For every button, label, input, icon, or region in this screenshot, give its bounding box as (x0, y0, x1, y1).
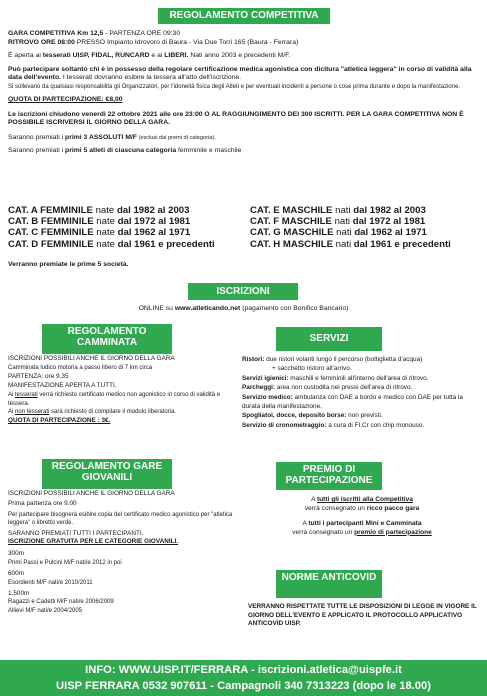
distance-300-cat: Primi Passi e Pulcini M/F nati/e 2012 in poi (8, 559, 122, 566)
camminata-line6 (8, 408, 236, 417)
online-post: (pagamento con Bonifico Bancario) (240, 305, 349, 312)
spogliatoi-label: Spogliatoi, docce, deposito borse: (242, 412, 347, 420)
cat-range: dal 1961 e precedenti (117, 238, 215, 250)
crono-label: Servizio di cronometraggio: (242, 421, 327, 429)
premio-section (242, 496, 482, 537)
cat-row (250, 205, 482, 216)
servizi-parcheggi (242, 383, 482, 392)
ritrovo-rest: PRESSO Impianto Idrovoro di Baura - Via Due Torri 165 (Baura - Ferrara) (74, 38, 299, 46)
iscrizioni-online (0, 305, 487, 314)
heading-regolamento-competitiva: REGOLAMENTO COMPETITIVA (158, 8, 330, 24)
cat-row (8, 239, 238, 250)
p3a: A (302, 520, 309, 528)
heading-premio-partecipazione: PREMIO DI PARTECIPAZIONE (276, 462, 382, 490)
p1b: tutti gli iscritti alla Competitiva (316, 496, 413, 503)
camminata-line3: PARTENZA: ore 9.35 (8, 372, 69, 380)
camminata-section (8, 355, 236, 426)
cat-range: dal 1972 al 1981 (352, 216, 426, 228)
cat-range: dal 1962 al 1971 (354, 227, 427, 239)
cat-mid: nati (333, 227, 355, 239)
cat-mid: nati (332, 238, 354, 250)
cat-mid: nate (93, 238, 118, 250)
distance-600-cat: Esordienti M/F nati/e 2010/2011 (8, 579, 93, 586)
giovanili-line4: SARANNO PREMIATI TUTTI I PARTECIPANTI. (8, 529, 144, 537)
quota-competitiva: QUOTA DI PARTECIPAZIONE: €8,00 (8, 95, 123, 103)
camminata-line5 (8, 391, 236, 409)
p1a: A (311, 496, 317, 503)
cat-name: CAT. C FEMMINILE (8, 227, 94, 239)
premiati-categoria (8, 147, 480, 156)
l6b: non tesserati (15, 409, 50, 416)
responsabilita-text: Si sollevano da qualsiasi responsabilità gli Organizzatori, per l'idoneità fisica degli Atleti e per eventuali incidenti a persone o cose prima durante e dopo la manifestazione. (8, 83, 461, 90)
ristori-text: due ristori volanti lungo il percorso (bottiglietta d'acqua) (264, 356, 423, 363)
medico-text: ambulanza con DAE a bordo e medico con DAE per tutta la durata della manifestazione. (242, 393, 463, 411)
cat-name: CAT. H MASCHILE (250, 238, 333, 250)
igienici-text: maschili e femminili all'interno dell'area di ritrovo. (288, 374, 429, 382)
p4a: verrà consegnato un (292, 528, 355, 536)
cat-mid: nate (93, 216, 118, 228)
certificazione-bold: Può partecipare soltanto chi è in possesso della regolare certificazione medica agonistica con dicitura "atletica leggera" in corso di validità alla data dell'evento. (8, 65, 472, 82)
distance-600: 600m (8, 570, 24, 578)
servizi-medico (242, 393, 482, 412)
premiati-assoluti-bold: primi 3 ASSOLUTI M/F (65, 133, 137, 141)
p2a: verrà consegnato un (304, 504, 367, 512)
premiati-cat-post: femminile e maschile (176, 147, 242, 155)
distance-1500-cat2: Allievi M/F nati/e 2004/2005 (8, 607, 83, 614)
societa-text: Verranno premiate le prime 5 società. (8, 261, 129, 268)
online-link[interactable]: www.atleticando.net (174, 305, 241, 312)
chiusura-text: Le iscrizioni chiudono venerdì 22 ottobre 2021 alle ore 23:00 O AL RAGGIUNGIMENTO DEI 300 ISCRITTI. PER LA GARA COMPETITIVA NON È POSSIBILE ISCRIVERSI IL GIORNO DELLA GARA. (8, 110, 464, 127)
online-pre: ONLINE su (138, 305, 175, 312)
cat-range: dal 1961 e precedenti (353, 238, 451, 250)
gara-label: GARA COMPETITIVA Km 12,5 (8, 30, 104, 37)
giovanili-line1: ISCRIZIONI POSSIBILI ANCHE IL GIORNO DELLA GARA (8, 490, 175, 497)
cat-range: dal 1962 al 1971 (117, 227, 191, 239)
p3b: tutti i partecipanti Mini e Camminata (308, 520, 422, 528)
servizi-crono (242, 421, 482, 430)
distance-300: 300m (8, 550, 24, 558)
aperta-line (8, 52, 480, 61)
heading-norme-anticovid: NORME ANTICOVID (276, 570, 382, 598)
premio-line3 (242, 520, 482, 529)
categorie-femminili (8, 205, 238, 250)
l6c: sarà richiesto di compilare il modulo liberatoria. (49, 409, 177, 416)
cat-row (250, 216, 482, 227)
distance-1500-cat: Ragazzi e Cadetti M/F nati/e 2006/2009 (8, 599, 114, 606)
premio-line4 (242, 529, 482, 538)
cat-range: dal 1982 al 2003 (353, 205, 426, 216)
parcheggi-label: Parcheggi: (242, 384, 276, 392)
footer-line1[interactable]: INFO: WWW.UISP.IT/FERRARA - iscrizioni.atletica@uispfe.it (85, 664, 402, 676)
gara-rest: - PARTENZA ORE 09:30 (103, 30, 181, 37)
gara-line (8, 30, 480, 39)
cat-row (250, 239, 482, 250)
servizi-igienici (242, 374, 482, 383)
parcheggi-text: area non custodita nei pressi dell'area di ritrovo. (275, 384, 413, 392)
ritrovo-line (8, 39, 480, 48)
heading-regolamento-camminata: REGOLAMENTO CAMMINATA (42, 324, 172, 354)
cat-name: CAT. E MASCHILE (250, 205, 333, 216)
cat-mid: nate (92, 205, 117, 216)
p2b: ricco pacco gara (366, 504, 420, 512)
l6a: Ai (8, 409, 16, 416)
premiati-cat-bold: primi 5 atleti di ciascuna categoria (65, 147, 177, 155)
certificazione-rest: I tesserati dovranno esibire la tessera all'atto dell'iscrizione. (61, 74, 242, 82)
competitiva-section (8, 30, 480, 156)
camminata-line1: ISCRIZIONI POSSIBILI ANCHE IL GIORNO DELLA GARA (8, 355, 175, 362)
premiati-cat-pre: Saranno premiati i (8, 147, 66, 155)
premiati-assoluti (8, 134, 480, 143)
cat-name: CAT. B FEMMINILE (8, 216, 94, 228)
aperta-bold2: LIBERI. (164, 52, 189, 60)
camminata-quota: QUOTA DI PARTECIPAZIONE : 3€. (8, 417, 111, 425)
giovanili-line3: Per partecipare bisognerà esibire copia del certificato medico agonistico per "atletica leggera" o libretto verde. (8, 511, 233, 527)
heading-servizi: SERVIZI (276, 327, 382, 351)
ristori-label: Ristori: (242, 356, 265, 363)
premio-line1 (242, 496, 482, 505)
servizi-spogliatoi (242, 411, 482, 420)
medico-label: Servizio medico: (242, 393, 293, 401)
cat-mid: nati (332, 205, 354, 216)
cat-row (250, 227, 482, 238)
footer-line2: UISP FERRARA 0532 907611 - Campagnoli 340 7313223 (dopo le 18.00) (56, 680, 431, 692)
ritrovo-label: RITROVO ORE 08:00 (8, 38, 75, 46)
aperta-bold: tesserati UISP, FIDAL, RUNCARD (42, 52, 150, 60)
servizi-section (242, 355, 482, 430)
distance-1500: 1.500m (8, 590, 30, 598)
cat-row (8, 216, 238, 227)
giovanili-line2: Prima partenza ore 9.00 (8, 500, 77, 508)
premiati-assoluti-small: (esclusi dai premi di categoria). (136, 134, 216, 141)
cat-row (8, 205, 238, 216)
crono-text: a cura di FI.Cr con chip monouso. (326, 421, 425, 429)
spogliatoi-text: non previsti. (346, 412, 383, 420)
cat-row (8, 227, 238, 238)
igienici-label: Servizi igienici: (242, 374, 289, 382)
p4b: premio di partecipazione (354, 528, 432, 536)
l5c: verrà richiesto certificato medico non agonistico in corso di validità e tessera. (8, 391, 221, 407)
certificazione-line (8, 66, 480, 83)
cat-name: CAT. F MASCHILE (250, 216, 332, 228)
premiati-assoluti-pre: Saranno premiati i (8, 133, 66, 141)
servizi-ristori2: + sacchetto ristoro all'arrivo. (272, 365, 352, 373)
servizi-ristori (242, 355, 482, 364)
giovanili-line5: ISCRIZIONE GRATUITA PER LE CATEGORIE GIOVANILI. (8, 538, 179, 546)
categorie-maschili (250, 205, 482, 250)
camminata-line2: Camminata ludico motoria a passo libero di 7 km circa (8, 364, 153, 371)
l5b: tesserati (15, 391, 38, 398)
aperta-post: Nati anno 2003 e precedenti M/F. (188, 52, 291, 60)
cat-name: CAT. A FEMMINILE (8, 205, 93, 216)
premio-line2 (242, 505, 482, 514)
cat-mid: nati (331, 216, 353, 228)
cat-name: CAT. D FEMMINILE (8, 238, 94, 250)
aperta-pre: È aperta ai (8, 52, 43, 60)
anticovid-text: VERRANNO RISPETTATE TUTTE LE DISPOSIZIONI DI LEGGE IN VIGORE IL GIORNO DELL'EVENTO E APPLICATO IL PROTOCOLLO APPLICATIVO ANTICOVID UISP. (248, 603, 477, 628)
camminata-line4: MANIFESTAZIONE APERTA A TUTTI. (8, 381, 117, 389)
heading-regolamento-gare-giovanili: REGOLAMENTO GARE GIOVANILI (42, 459, 172, 489)
heading-iscrizioni: ISCRIZIONI (188, 283, 298, 300)
cat-range: dal 1972 al 1981 (117, 216, 191, 228)
cat-mid: nate (93, 227, 118, 239)
footer (0, 660, 487, 696)
cat-name: CAT. G MASCHILE (250, 227, 334, 239)
aperta-mid: e ai (149, 52, 165, 60)
l5a: Ai (8, 391, 16, 398)
giovanili-section (8, 490, 236, 615)
cat-range: dal 1982 al 2003 (116, 205, 190, 216)
